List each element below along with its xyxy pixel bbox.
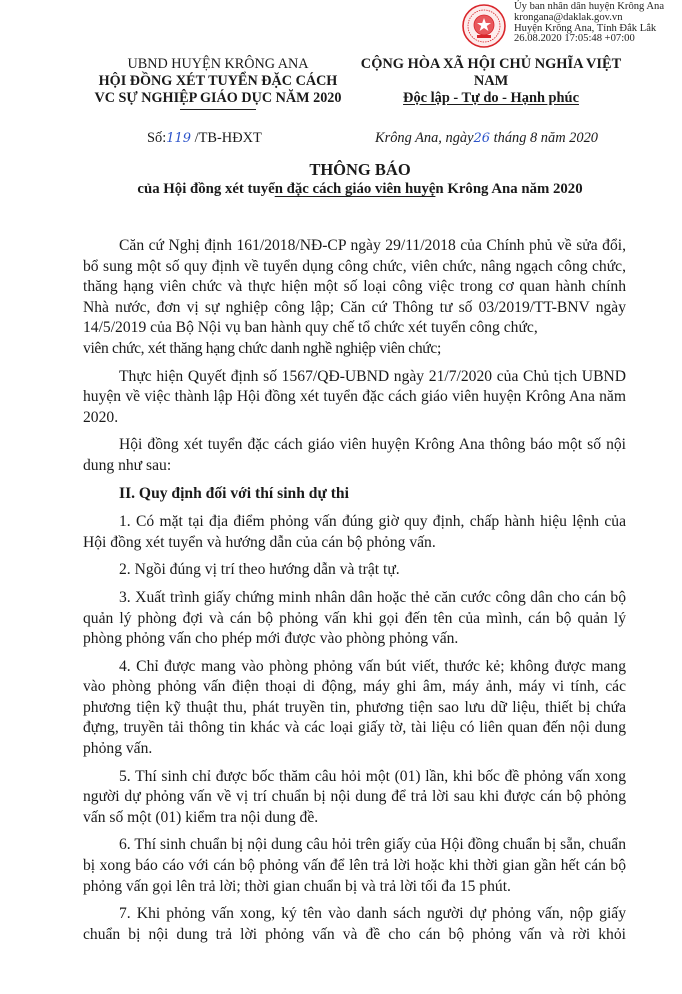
date-day-handwritten: 26 [473,131,491,146]
rule-item-7: 7. Khi phỏng vấn xong, ký tên vào danh sách người dự phỏng vấn, nộp giấy chuẩn bị nội dung trả lời phỏng vấn và đề cho cán bộ phỏng vấn và rời khỏi [83,905,626,943]
document-number [147,130,262,147]
state-emblem-seal-icon [462,4,506,48]
doc-number-prefix: Số: [147,130,167,146]
national-header [343,56,639,107]
subtitle-part3: n Krông Ana năm 2020 [435,181,583,197]
title-subtitle [100,180,620,198]
header-divider [180,109,256,110]
signer-location: Huyện Krông Ana, Tỉnh Đắk Lắk [514,22,657,34]
subtitle-part1: của Hội đồng xét tuyể [137,181,275,197]
rule-item-1: 1. Có mặt tại địa điểm phỏng vấn đúng giờ quy định, chấp hành hiệu lệnh của Hội đồng xét tuyển và hướng dẫn của cán bộ phỏng vấn. [83,513,626,551]
country-name: CỘNG HÒA XÃ HỘI CHỦ NGHĨA VIỆT NAM [360,56,622,89]
agency-name-line1: HỘI ĐỒNG XÉT TUYỂN ĐẶC CÁCH [98,73,338,89]
digital-signature-stamp [462,2,682,50]
rule-item-6: 6. Thí sinh chuẩn bị nội dung câu hỏi trên giấy của Hội đồng chuẩn bị sẵn, chuẩn bị xong báo cáo với cán bộ phỏng vấn để lên trả lời hoặc khi thời gian gần hết cán bộ phỏng vấn gọi lên trả lời; thời gian chuẩn bị và trả lời tối đa 15 phút. [83,836,626,895]
rule-item-5: 5. Thí sinh chỉ được bốc thăm câu hỏi một (01) lần, khi bốc đề phỏng vấn xong người dự phỏng vấn về vị trí chuẩn bị nội dung để trả lời sau khi được cán bộ phỏng vấn số một (01) kiểm tra nội dung đề. [83,767,626,826]
agency-parent: UBND HUYỆN KRÔNG ANA [127,56,309,72]
paragraph-legal-basis: Căn cứ Nghị định 161/2018/NĐ-CP ngày 29/11/2018 của Chính phủ về sửa đổi, bổ sung một số quy định về tuyển dụng công chức, viên chức, nâng ngạch công chức, thăng hạng viên chức và thực hiện một số loại công việc trong cơ quan hành chính Nhà nước, đơn vị sự nghiệp công lập; Căn cứ Thông tư số 03/2019/TT-BNV ngày 14/5/2019 của Bộ Nội vụ ban hành quy chế tổ chức xét tuyển công chức, [83,237,626,337]
paragraph-announcement: Hội đồng xét tuyển đặc cách giáo viên huyện Krông Ana thông báo một số nội dung như sau: [83,436,626,474]
section-heading: II. Quy định đối với thí sinh dự thi [119,484,349,502]
rule-item-4: 4. Chỉ được mang vào phòng phỏng vấn bút viết, thước kẻ; không được mang vào phòng phỏng vấn điện thoại di động, máy ghi âm, máy ảnh, máy vi tính, các phương tiện kỹ thuật thu, phát truyền tin, phương tiện sao lưu dữ liệu, thiết bị chứa đựng, truyền tải thông tin khác và các loại giấy tờ, tài liệu có liên quan đến nội dung phỏng vấn. [83,657,626,758]
doc-number-handwritten: 119 [166,131,192,146]
subtitle-underlined: n đặc cách giáo viên huyệ [274,181,436,197]
paragraph-legal-basis-tail: viên chức, xét thăng hạng chức danh nghề nghiệp viên chức; [83,339,441,357]
document-title [100,160,620,198]
issuing-agency-header [84,56,352,110]
paragraph-decision: Thực hiện Quyết định số 1567/QĐ-UBND ngày 21/7/2020 của Chủ tịch UBND huyện về việc thành lập Hội đồng xét tuyển đặc cách giáo viên huyện Krông Ana năm 2020. [83,367,626,426]
signature-timestamp: 26.08.2020 17:05:48 +07:00 [514,33,635,45]
doc-number-suffix: /TB-HĐXT [191,130,262,146]
date-prefix: Krông Ana, ngày [375,130,474,146]
title-main: THÔNG BÁO [309,160,411,179]
signer-email: krongana@daklak.gov.vn [514,11,623,23]
agency-name-line2: VC SỰ NGHIỆP GIÁO DỤC NĂM 2020 [94,90,342,106]
national-motto: Độc lập - Tự do - Hạnh phúc [403,90,579,106]
rule-item-3: 3. Xuất trình giấy chứng minh nhân dân hoặc thẻ căn cước công dân cho cán bộ quản lý phòng đợi và cán bộ phỏng vấn khi gọi đến tên của mình, cán bộ quản lý phòng phỏng vấn cho phép mới được vào phòng phỏng vấn. [83,588,626,648]
date-suffix: tháng 8 năm 2020 [490,130,598,146]
issue-date [375,130,598,147]
signer-name: Ủy ban nhân dân huyện Krông Ana [514,1,665,12]
rule-item-2: 2. Ngồi đúng vị trí theo hướng dẫn và trật tự. [119,561,400,579]
document-body [83,236,626,952]
signature-details [514,2,664,45]
